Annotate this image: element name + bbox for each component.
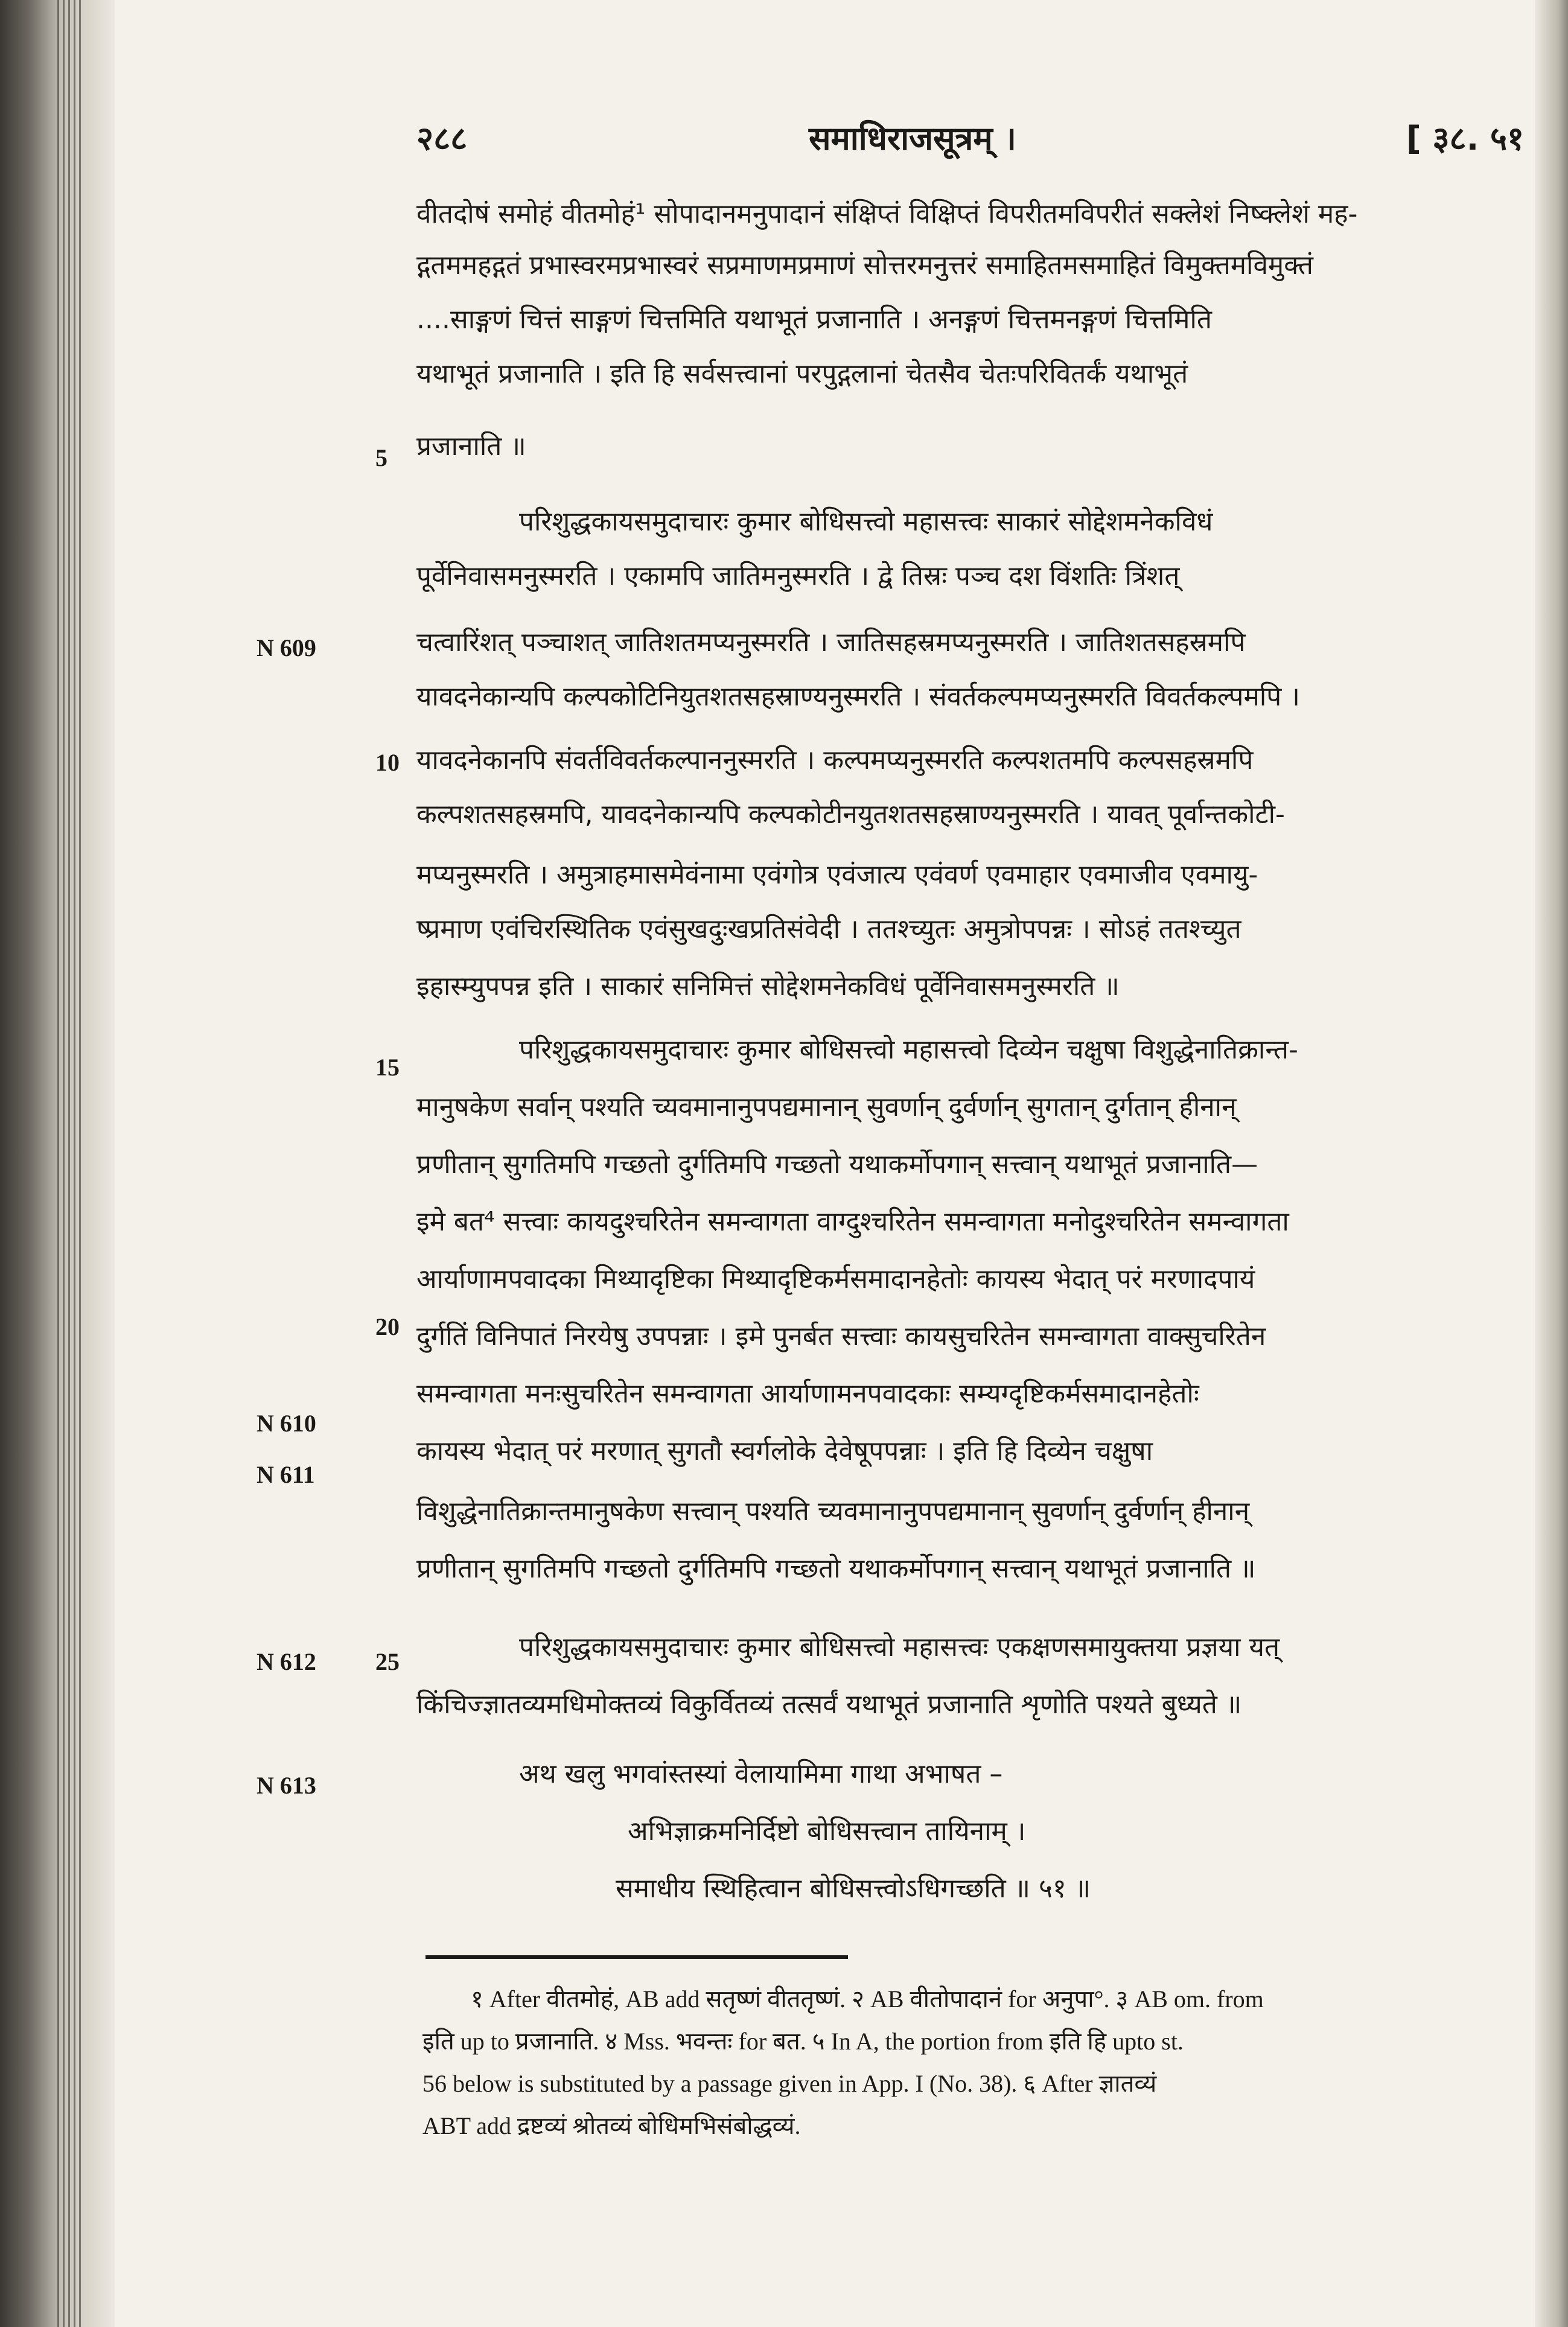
line-number: 15 <box>375 1054 400 1081</box>
text-line: मप्यनुस्मरति । अमुत्राहमासमेवंनामा एवंगोत्र एवंजात्य एवंवर्ण एवमाहार एवमाजीव एवमायु- <box>416 859 1258 890</box>
paragraph-start-line: परिशुद्धकायसमुदाचारः कुमार बोधिसत्त्वो महासत्त्वः एकक्षणसमायुक्तया प्रज्ञया यत् <box>519 1632 1280 1663</box>
footnote-line: 56 below is substituted by a passage given in App. I (No. 38). ६ After ज्ञातव्यं <box>422 2070 1157 2097</box>
paragraph-start-line: परिशुद्धकायसमुदाचारः कुमार बोधिसत्त्वो महासत्त्वः साकारं सोद्देशमनेकविधं <box>519 506 1213 537</box>
text-line: प्रणीतान् सुगतिमपि गच्छतो दुर्गतिमपि गच्छतो यथाकर्मोपगान् सत्त्वान् यथाभूतं प्रजानाति ॥ <box>416 1553 1256 1584</box>
paragraph-start-line: परिशुद्धकायसमुदाचारः कुमार बोधिसत्त्वो महासत्त्वो दिव्येन चक्षुषा विशुद्धेनातिक्रान्त- <box>519 1034 1298 1065</box>
margin-reference: N 612 <box>257 1648 316 1675</box>
text-line: आर्याणामपवादका मिथ्यादृष्टिका मिथ्यादृष्टिकर्मसमादानहेतोः कायस्य भेदात् परं मरणादपायं <box>416 1264 1255 1294</box>
verse-intro-line: अथ खलु भगवांस्तस्यां वेलायामिमा गाथा अभाषत – <box>519 1759 1003 1789</box>
text-line: समन्वागता मनःसुचरितेन समन्वागता आर्याणामनपवादकाः सम्यग्दृष्टिकर्मसमादानहेतोः <box>416 1378 1199 1409</box>
text-line: दुर्गतिं विनिपातं निरयेषु उपपन्नाः । इमे पुनर्बत सत्त्वाः कायसुचरितेन समन्वागता वाक्सुचरितेन <box>416 1321 1266 1352</box>
text-line: चत्वारिंशत् पञ्चाशत् जातिशतमप्यनुस्मरति । जातिसहस्रमप्यनुस्मरति । जातिशतसहस्रमपि <box>416 627 1246 658</box>
margin-reference: N 613 <box>257 1772 316 1799</box>
text-line: प्रणीतान् सुगतिमपि गच्छतो दुर्गतिमपि गच्छतो यथाकर्मोपगान् सत्त्वान् यथाभूतं प्रजानाति— <box>416 1149 1258 1180</box>
line-number: 5 <box>375 444 387 471</box>
footnote-line: ABT add द्रष्टव्यं श्रोतव्यं बोधिमभिसंबोद्धव्यं. <box>422 2112 801 2139</box>
text-line: कल्पशतसहस्रमपि, यावदनेकान्यपि कल्पकोटीनयुतशतसहस्राण्यनुस्मरति । यावत् पूर्वान्तकोटी- <box>416 799 1285 830</box>
line-number: 10 <box>375 749 400 776</box>
margin-reference: N 610 <box>257 1410 316 1437</box>
verse-line: अभिज्ञाक्रमनिर्दिष्टो बोधिसत्त्वान तायिनाम् । <box>628 1816 1026 1847</box>
text-line: वीतदोषं समोहं वीतमोहं¹ सोपादानमनुपादानं संक्षिप्तं विक्षिप्तं विपरीतमविपरीतं सक्लेशं निष्क्लेशं मह- <box>416 199 1358 229</box>
footnote-line: इति up to प्रजानाति. ४ Mss. भवन्तः for बत. ५ In A, the portion from इति हि upto st. <box>422 2028 1184 2055</box>
text-line: कायस्य भेदात् परं मरणात् सुगतौ स्वर्गलोके देवेषूपपन्नाः । इति हि दिव्येन चक्षुषा <box>416 1436 1153 1466</box>
running-title: समाधिराजसूत्रम् । <box>809 119 1016 158</box>
text-line: इहास्म्युपपन्न इति । साकारं सनिमित्तं सोद्देशमनेकविधं पूर्वेनिवासमनुस्मरति ॥ <box>416 971 1120 1002</box>
footnote-line: १ After वीतमोहं, AB add सतृष्णं वीततृष्णं. २ AB वीतोपादानं for अनुपा°. ३ AB om. from <box>471 1985 1264 2013</box>
footnote-rule <box>425 1955 848 1959</box>
verse-line: समाधीय स्थिहित्वान बोधिसत्त्वोऽधिगच्छति ॥ ५१ ॥ <box>616 1873 1091 1904</box>
text-line: पूर्वेनिवासमनुस्मरति । एकामपि जातिमनुस्मरति । द्वे तिस्रः पञ्च दश विंशतिः त्रिंशत् <box>416 561 1180 591</box>
line-number: 20 <box>375 1313 400 1340</box>
text-line: इमे बत⁴ सत्त्वाः कायदुश्चरितेन समन्वागता वाग्दुश्चरितेन समन्वागता मनोदुश्चरितेन समन्वागता <box>416 1206 1289 1237</box>
section-reference: [ ३८. ५१ <box>1406 119 1525 158</box>
page-number: २८८ <box>416 119 468 158</box>
text-line: द्गतममहद्गतं प्रभास्वरमप्रभास्वरं सप्रमाणमप्रमाणं सोत्तरमनुत्तरं समाहितमसमाहितं विमुक्तमविमुक्तं <box>416 250 1313 281</box>
margin-reference: N 611 <box>257 1461 315 1488</box>
text-line: यथाभूतं प्रजानाति । इति हि सर्वसत्त्वानां परपुद्गलानां चेतसैव चेतःपरिवितर्कं यथाभूतं <box>416 358 1188 389</box>
text-line: प्रजानाति ॥ <box>416 431 526 462</box>
text-line: यावदनेकानपि संवर्तविवर्तकल्पाननुस्मरति । कल्पमप्यनुस्मरति कल्पशतमपि कल्पसहस्रमपि <box>416 745 1254 775</box>
text-line: यावदनेकान्यपि कल्पकोटिनियुतशतसहस्राण्यनुस्मरति । संवर्तकल्पमप्यनुस्मरति विवर्तकल्पमपि । <box>416 681 1300 712</box>
text-line: मानुषकेण सर्वान् पश्यति च्यवमानानुपपद्यमानान् सुवर्णान् दुर्वर्णान् सुगतान् दुर्गतान् हीनान् <box>416 1092 1237 1122</box>
margin-reference: N 609 <box>257 634 316 661</box>
text-line: ....साङ्गणं चित्तं साङ्गणं चित्तमिति यथाभूतं प्रजानाति । अनङ्गणं चित्तमनङ्गणं चित्तमिति <box>416 304 1212 335</box>
text-line: ष्प्रमाण एवंचिरस्थितिक एवंसुखदुःखप्रतिसंवेदी । ततश्च्युतः अमुत्रोपपन्नः । सोऽहं ततश्च्युत <box>416 914 1241 944</box>
text-line: किंचिज्ज्ञातव्यमधिमोक्तव्यं विकुर्वितव्यं तत्सर्वं यथाभूतं प्रजानाति शृणोति पश्यते बुध्यते ॥ <box>416 1689 1242 1720</box>
line-number: 25 <box>375 1648 400 1675</box>
text-line: विशुद्धेनातिक्रान्तमानुषकेण सत्त्वान् पश्यति च्यवमानानुपपद्यमानान् सुवर्णान् दुर्वर्णान् हीनान् <box>416 1496 1250 1527</box>
